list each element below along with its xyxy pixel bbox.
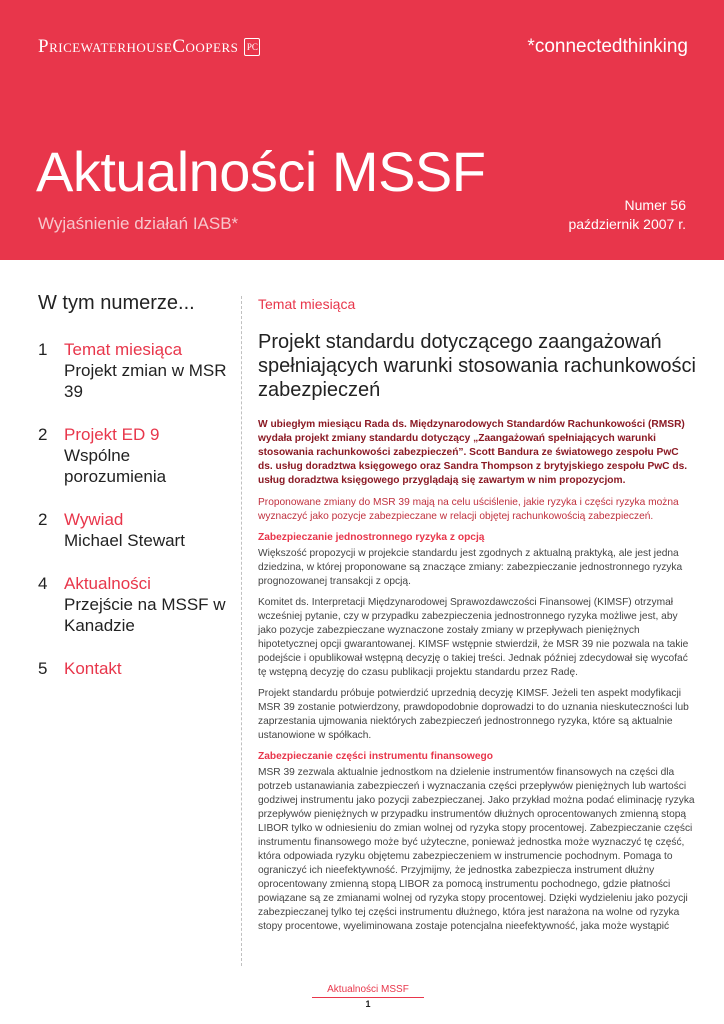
toc-heading: W tym numerze... [38, 292, 195, 314]
logo-text: PricewaterhouseCoopers [38, 36, 239, 57]
toc-item[interactable] [38, 339, 233, 402]
toc-item-title[interactable]: Wywiad [64, 510, 124, 529]
article-lead: W ubiegłym miesiącu Rada ds. Międzynarodowych Standardów Rachunkowości (RMSR) wydała projekt zmiany standardu dotyczący „Zaangażowań spełniających warunki stosowania rachunkowości zabezpieczeń”. Scott Bandura ze światowego zespołu PwC ds. usług doradztwa księgowego oraz Sandra Thompson z brytyjskiego zespołu PwC ds. usług doradztwa księgowego przyglądają się zawartym w nim propozycjom. [258, 419, 688, 486]
article [258, 296, 696, 941]
issue-number: Numer 56 [624, 197, 686, 213]
toc-page-number: 2 [38, 510, 48, 529]
toc-item-subtitle: Wspólne porozumienia [64, 446, 167, 486]
article-paragraph: Proponowane zmiany do MSR 39 mają na celu uściślenie, jakie ryzyka i części ryzyka można wyznaczyć jako pozycje zabezpieczane w relacji objętej rachunkowością zabezpieczeń. [258, 497, 679, 522]
toc-item[interactable] [38, 509, 233, 551]
toc-item-title[interactable]: Temat miesiąca [64, 340, 183, 359]
toc-item[interactable] [38, 573, 233, 636]
article-paragraph: Projekt standardu próbuje potwierdzić uprzednią decyzję KIMSF. Jeżeli ten aspekt modyfikacji MSR 39 zostanie potwierdzony, prawdopodobnie doprowadzi to do uznania nieskuteczności lub zaprzestania ujmowania niektórych zabezpieczeń jednostronnego ryzyka, które są aktualnie ustanowione w spółkach. [258, 688, 689, 741]
toc-item-title[interactable]: Projekt ED 9 [64, 425, 160, 444]
publication-subtitle: Wyjaśnienie działań IASB* [38, 214, 239, 233]
toc-item-subtitle: Projekt zmian w MSR 39 [64, 361, 227, 401]
toc-page-number: 2 [38, 425, 48, 444]
publication-title: Aktualności MSSF [36, 140, 486, 203]
toc-item-subtitle: Przejście na MSSF w Kanadzie [64, 595, 226, 635]
tagline: *connectedthinking [527, 36, 688, 57]
column-divider [241, 296, 242, 966]
article-paragraph: MSR 39 zezwala aktualnie jednostkom na dzielenie instrumentów finansowych na części dla potrzeb ustanawiania zabezpieczeń i wyznaczania części przepływów pieniężnych lub wartości godziwej instrumentu jako pozycji zabezpieczanej. Jako przykład można podać eliminację ryzyka przepływów pieniężnych w przypadku instrumentów dłużnych oprocentowanych zmienną stopą LIBOR tylko w odniesieniu do zmian wolnej od ryzyka stopy procentowej. Zabezpieczanie części instrumentu finansowego może być użyteczne, ponieważ jednostka może wyznaczyć tę część, która odpowiada ryzyku objętemu zabezpieczeniem w instrumencie pochodnym. Pomaga to ograniczyć ich nieefektywność. Przyjmijmy, że jednostka zabezpiecza instrument dłużny oprocentowany zmienną stopą LIBOR za pomocą instrumentu pochodnego, gdzie płatności powiązane są ze zmianami wolnej od ryzyka stopy procentowej. Dzięki wydzieleniu jako pozycji zabezpieczanej tylko tej części instrumentu dłużnego, która jest narażona na wolne od ryzyka stopy procentowe, wyeliminowana zostaje potencjalna nieefektywność, jaka może wystąpić [258, 767, 695, 932]
pwc-logo [38, 36, 260, 58]
article-title: Projekt standardu dotyczącego zaangażowań spełniających warunki stosowania rachunkowości zabezpieczeń [258, 331, 696, 401]
article-paragraph: Komitet ds. Interpretacji Międzynarodowej Sprawozdawczości Finansowej (KIMSF) otrzymał wcześniej pytanie, czy w przypadku zabezpieczenia jednostronnego ryzyka możliwe jest, aby jako pozycje zabezpieczane wyznaczone zostały zmiany w przepływach pieniężnych hipotetycznej opcji gwarantowanej. KIMSF wstępnie stwierdził, że MSR 39 nie pozwala na takie podejście i opublikował wstępną decyzję o takiej treści. Jednak później zdecydował się wycofać tę wstępną decyzję do czasu publikacji projektu standardu przez Radę. [258, 597, 689, 678]
page-number: 1 [365, 999, 371, 1009]
table-of-contents [38, 292, 233, 701]
article-paragraph: Większość propozycji w projekcie standardu jest zgodnych z aktualną praktyką, ale jest jedna dziedzina, w której proponowane są znaczące zmiany: zabezpieczanie jednostronnego ryzyka prognozowanej transakcji z opcją. [258, 548, 683, 587]
header-banner [0, 0, 724, 260]
toc-item-title[interactable]: Kontakt [64, 659, 122, 678]
footer-label: Aktualności MSSF [312, 984, 424, 998]
toc-item-title[interactable]: Aktualności [64, 574, 151, 593]
article-subheading: Zabezpieczanie części instrumentu finansowego [258, 751, 493, 762]
toc-page-number: 1 [38, 340, 48, 359]
logo-mark-icon: PC [244, 38, 260, 56]
toc-page-number: 4 [38, 574, 48, 593]
section-label: Temat miesiąca [258, 296, 356, 312]
toc-item-subtitle: Michael Stewart [64, 531, 185, 550]
article-subheading: Zabezpieczanie jednostronnego ryzyka z opcją [258, 532, 485, 543]
toc-item[interactable] [38, 658, 233, 679]
toc-item[interactable] [38, 424, 233, 487]
toc-page-number: 5 [38, 659, 48, 678]
issue-date: październik 2007 r. [568, 216, 686, 232]
